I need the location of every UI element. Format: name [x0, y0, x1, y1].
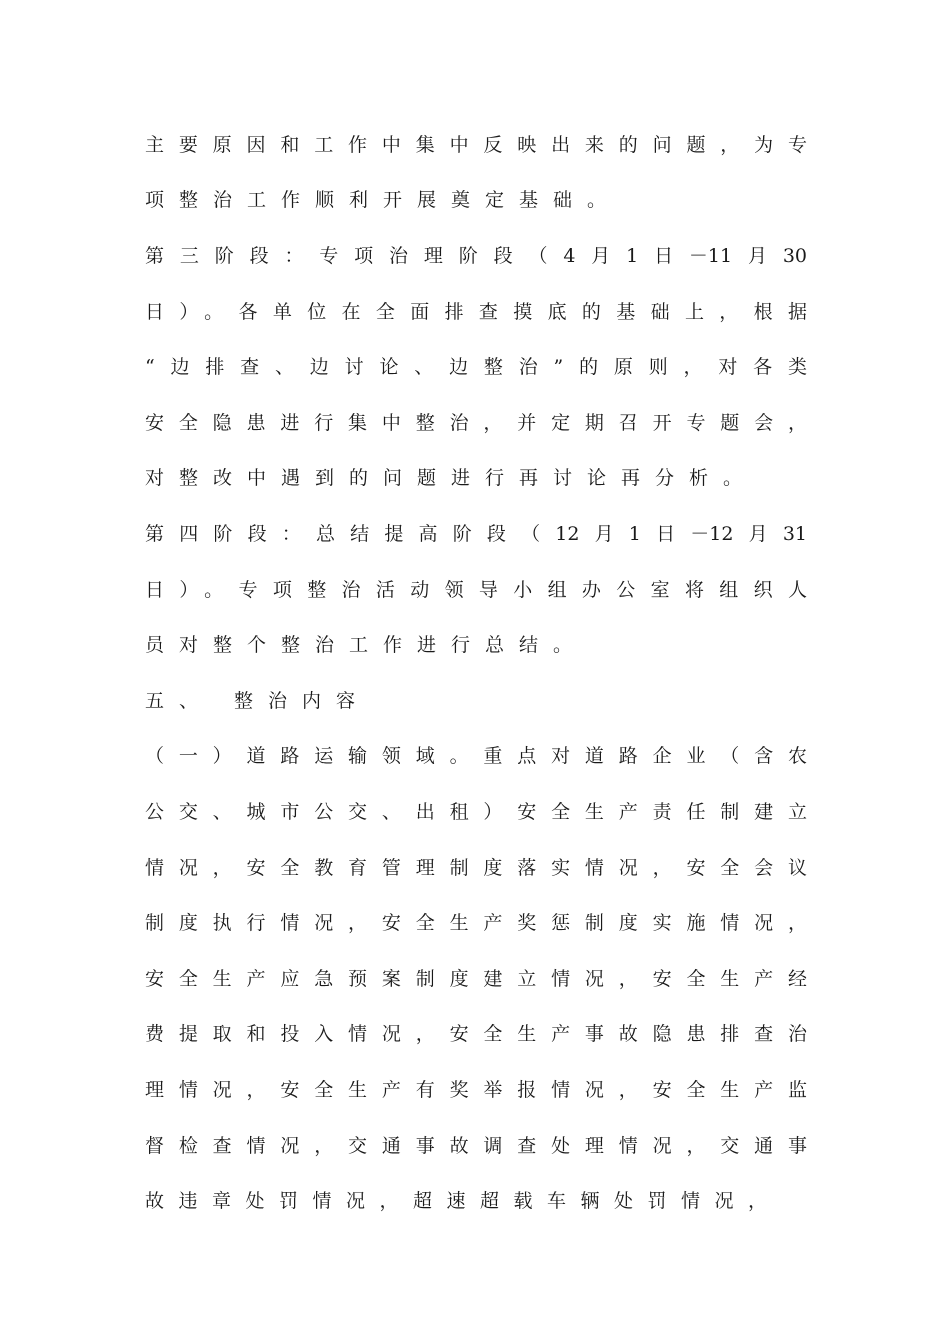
text-line-8: 第四阶段：总结提高阶段（12月1日－12月31 — [145, 523, 807, 545]
text-line-7: 对整改中遇到的问题进行再讨论再分析。 — [145, 467, 758, 489]
text-line-19: 督检查情况，交通事故调查处理情况，交通事 — [145, 1135, 807, 1157]
text-line-16: 安全生产应急预案制度建立情况，安全生产经 — [145, 968, 807, 990]
text-line-17: 费提取和投入情况，安全生产事故隐患排查治 — [145, 1023, 807, 1045]
text-line-18: 理情况，安全生产有奖举报情况，安全生产监 — [145, 1079, 807, 1101]
text-line-1: 主要原因和工作中集中反映出来的问题，为专 — [145, 134, 807, 156]
section-heading: 五、 整治内容 — [145, 690, 371, 712]
text-line-12: （一）道路运输领域。重点对道路企业（含农 — [145, 745, 807, 767]
text-line-6: 安全隐患进行集中整治，并定期召开专题会， — [145, 412, 807, 434]
text-line-13: 公交、城市公交、出租）安全生产责任制建立 — [145, 801, 807, 823]
text-line-20: 故违章处罚情况，超速超载车辆处罚情况， — [145, 1190, 767, 1212]
text-line-2: 项整治工作顺利开展奠定基础。 — [145, 189, 622, 211]
text-line-14: 情况，安全教育管理制度落实情况，安全会议 — [145, 857, 807, 879]
text-line-9: 日）。专项整治活动领导小组办公室将组织人 — [145, 579, 807, 601]
text-line-5: “边排查、边讨论、边整治”的原则，对各类 — [145, 356, 807, 378]
text-line-3: 第三阶段：专项治理阶段（4月1日－11月30 — [145, 245, 807, 267]
text-line-15: 制度执行情况，安全生产奖惩制度实施情况， — [145, 912, 807, 934]
text-line-4: 日）。各单位在全面排查摸底的基础上，根据 — [145, 301, 807, 323]
text-line-10: 员对整个整治工作进行总结。 — [145, 634, 588, 656]
